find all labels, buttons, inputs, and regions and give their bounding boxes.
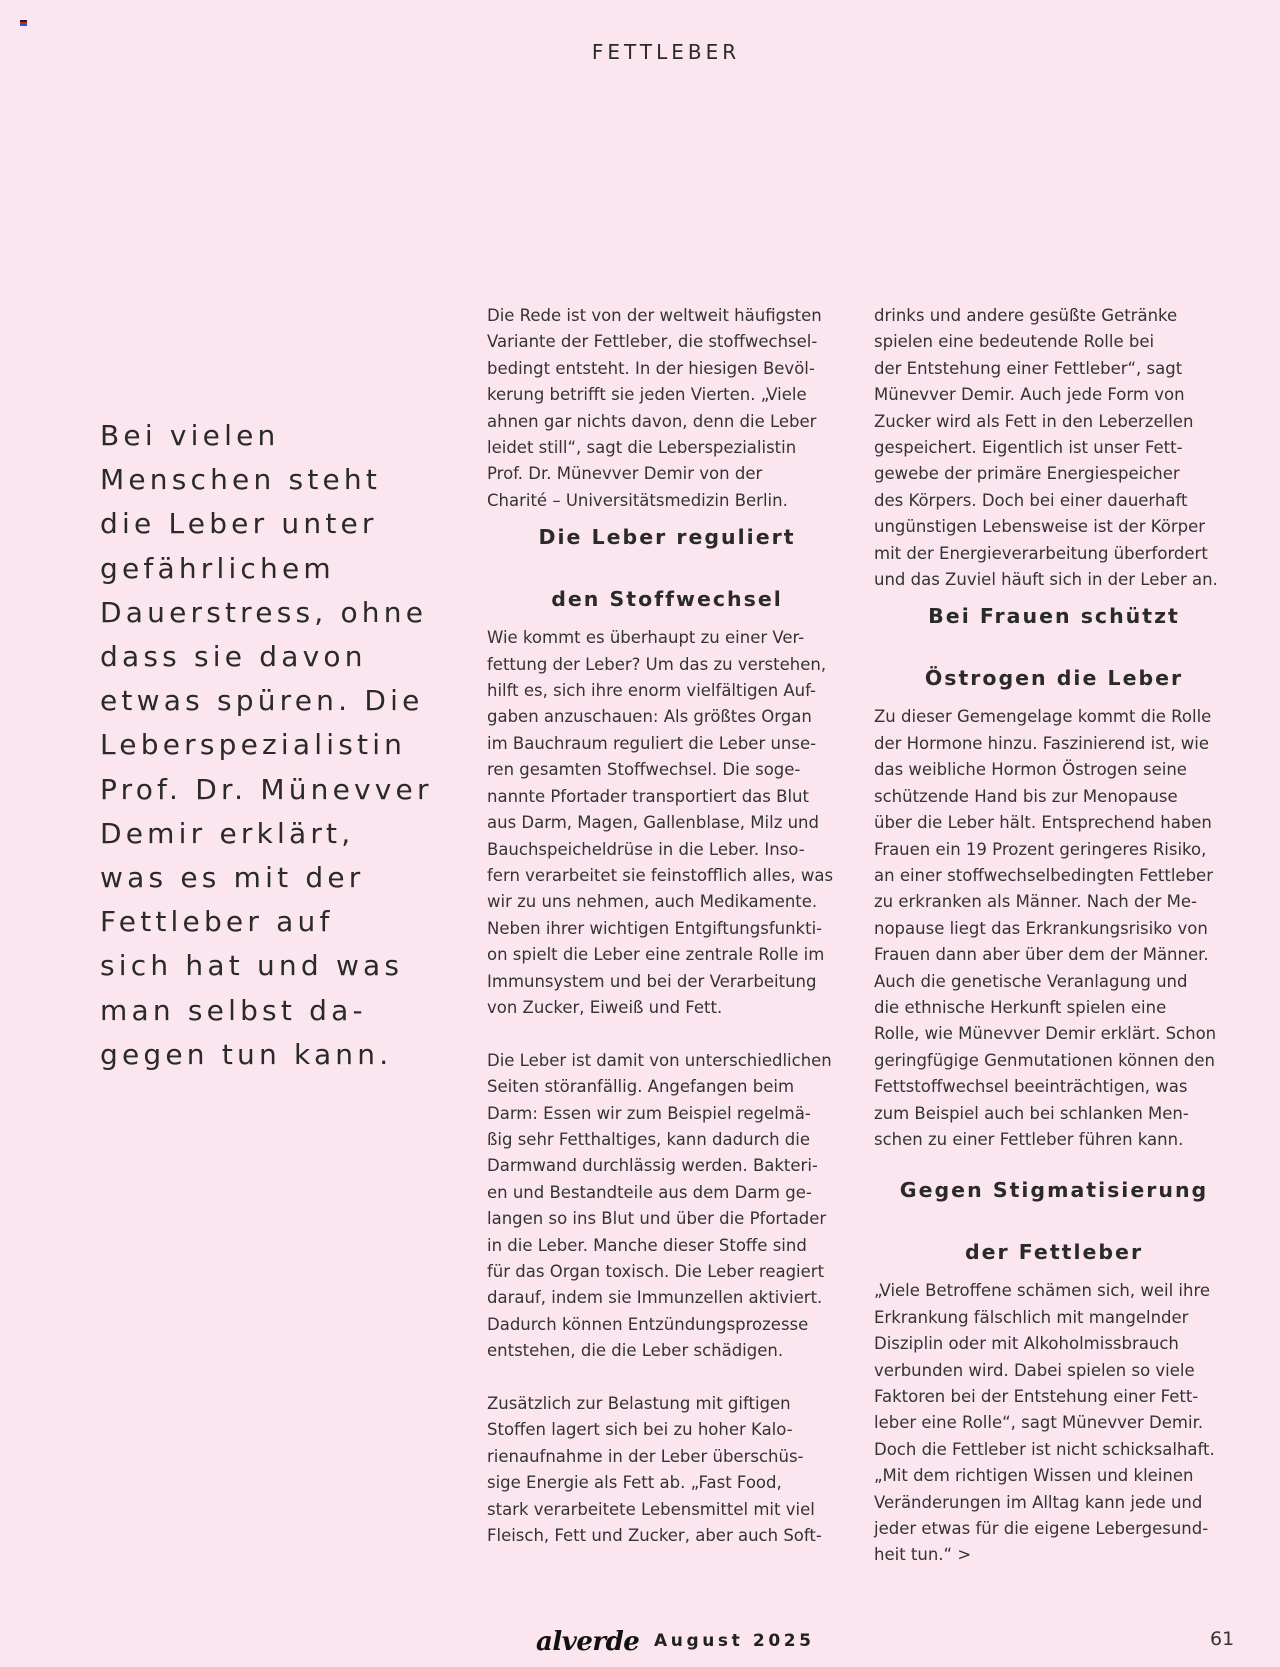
text-line: schen zu einer Fettleber führen kann. — [874, 1129, 1184, 1149]
text-line: Auch die genetische Veranlagung und — [874, 971, 1188, 991]
text-line: und das Zuviel häuft sich in der Leber an. — [874, 570, 1218, 590]
text-line: Die Leber ist damit von unterschiedlichen — [487, 1050, 832, 1070]
text-line: Rolle, wie Münevver Demir erklärt. Schon — [874, 1024, 1217, 1044]
text-line: aus Darm, Magen, Gallenblase, Milz und — [487, 813, 819, 833]
text-line: kerung betrifft sie jeden Vierten. „Viele — [487, 385, 807, 405]
subheading-line: den Stoffwechsel — [551, 587, 783, 612]
intro-line: Dauerstress, ohne — [100, 595, 428, 629]
intro-line: Menschen steht — [100, 463, 382, 497]
text-line: fern verarbeitet sie feinstofflich alles, was — [487, 865, 834, 885]
subheading-line: Östrogen die Leber — [924, 666, 1184, 691]
text-line: zu erkranken als Männer. Nach der Me- — [874, 892, 1197, 912]
text-line: fettung der Leber? Um das zu verstehen, — [487, 654, 827, 674]
paragraph — [874, 303, 1234, 593]
subheading — [874, 1153, 1234, 1278]
text-line: gaben anzuschauen: Als größtes Organ — [487, 707, 812, 727]
text-line: zum Beispiel auch bei schlanken Men- — [874, 1103, 1189, 1123]
text-line: an einer stoffwechselbedingten Fettleber — [874, 865, 1213, 885]
text-line: nopause liegt das Erkrankungsrisiko von — [874, 918, 1208, 938]
paragraph — [487, 1391, 847, 1549]
text-line: von Zucker, Eiweiß und Fett. — [487, 997, 723, 1017]
text-line: leidet still“, sagt die Leberspezialistin — [487, 438, 797, 458]
subheading-line: Bei Frauen schützt — [928, 604, 1180, 629]
text-line: Immunsystem und bei der Verarbeitung — [487, 971, 817, 991]
paragraph-gap — [487, 1021, 847, 1047]
text-line: nannte Pfortader transportiert das Blut — [487, 786, 809, 806]
text-line: über die Leber hält. Entsprechend haben — [874, 813, 1212, 833]
subheading-line: Gegen Stigmatisierung — [899, 1178, 1209, 1203]
text-line: Prof. Dr. Münevver Demir von der — [487, 464, 763, 484]
text-line: Variante der Fettleber, die stoffwechsel- — [487, 332, 818, 352]
text-line: geringfügige Genmutationen können den — [874, 1050, 1215, 1070]
subheading-line: der Fettleber — [964, 1240, 1144, 1265]
paragraph — [874, 704, 1234, 1153]
text-line: für das Organ toxisch. Die Leber reagiert — [487, 1261, 825, 1281]
text-line: Charité – Universitätsmedizin Berlin. — [487, 490, 788, 510]
text-line: wir zu uns nehmen, auch Medikamente. — [487, 892, 818, 912]
intro-line: was es mit der — [100, 861, 365, 895]
text-line: Veränderungen im Alltag kann jede und — [874, 1492, 1203, 1512]
intro-line: gefährlichem — [100, 551, 335, 585]
text-line: Münevver Demir. Auch jede Form von — [874, 385, 1185, 405]
text-line: Die Rede ist von der weltweit häufigsten — [487, 306, 822, 325]
paragraph — [874, 1278, 1234, 1568]
intro-line: Prof. Dr. Münevver — [100, 772, 433, 806]
text-line: Zusätzlich zur Belastung mit giftigen — [487, 1394, 791, 1413]
text-line: Wie kommt es überhaupt zu einer Ver- — [487, 628, 805, 648]
text-line: das weibliche Hormon Östrogen seine — [874, 760, 1187, 780]
magazine-logo: alverde — [536, 1627, 640, 1657]
text-line: Darm: Essen wir zum Beispiel regelmä- — [487, 1103, 811, 1123]
text-line: langen so ins Blut und über die Pfortader — [487, 1209, 827, 1229]
text-line: Stoffen lagert sich bei zu hoher Kalo- — [487, 1420, 793, 1440]
text-line: Frauen dann aber über dem der Männer. — [874, 945, 1209, 965]
text-line: drinks und andere gesüßte Getränke — [874, 306, 1178, 325]
text-line: hilft es, sich ihre enorm vielfältigen Auf- — [487, 681, 817, 701]
subheading — [874, 593, 1234, 704]
intro-line: Bei vielen — [100, 419, 280, 452]
text-line: on spielt die Leber eine zentrale Rolle im — [487, 945, 825, 965]
article-column-1 — [487, 303, 847, 1549]
text-line: darauf, indem sie Immunzellen aktiviert. — [487, 1288, 823, 1308]
text-line: Doch die Fettleber ist nicht schicksalhaft. — [874, 1439, 1215, 1459]
text-line: schützende Hand bis zur Menopause — [874, 786, 1178, 806]
paragraph — [487, 303, 847, 514]
article-column-2 — [874, 303, 1234, 1569]
intro-line: Fettleber auf — [100, 905, 334, 939]
text-line: rienaufnahme in der Leber überschüs- — [487, 1446, 804, 1466]
intro-teaser — [100, 414, 433, 1077]
text-line: Neben ihrer wichtigen Entgiftungsfunkti- — [487, 918, 823, 938]
text-line: stark verarbeitete Lebensmittel mit viel — [487, 1499, 815, 1519]
text-line: in die Leber. Manche dieser Stoffe sind — [487, 1235, 807, 1255]
text-line: gespeichert. Eigentlich ist unser Fett- — [874, 438, 1183, 458]
paragraph-gap — [487, 1365, 847, 1391]
page-number: 61 — [1210, 1628, 1235, 1650]
text-line: ahnen gar nichts davon, denn die Leber — [487, 411, 817, 431]
text-line: der Entstehung einer Fettleber“, sagt — [874, 358, 1183, 378]
text-line: ßig sehr Fetthaltiges, kann dadurch die — [487, 1129, 810, 1149]
text-line: spielen eine bedeutende Rolle bei — [874, 332, 1155, 352]
intro-line: Demir erklärt, — [100, 816, 355, 850]
paragraph — [487, 625, 847, 1021]
text-line: im Bauchraum reguliert die Leber unse- — [487, 733, 817, 753]
text-line: gewebe der primäre Energiespeicher — [874, 464, 1180, 484]
text-line: die ethnische Herkunft spielen eine — [874, 997, 1167, 1017]
text-line: Disziplin oder mit Alkoholmissbrauch — [874, 1334, 1179, 1354]
text-line: Dadurch können Entzündungsprozesse — [487, 1314, 809, 1334]
text-line: des Körpers. Doch bei einer dauerhaft — [874, 490, 1188, 510]
subheading — [487, 514, 847, 625]
intro-line: Leberspezialistin — [100, 728, 407, 762]
text-line: heit tun.“ > — [874, 1545, 972, 1565]
text-line: verbunden wird. Dabei spielen so viele — [874, 1360, 1195, 1380]
text-line: entstehen, die die Leber schädigen. — [487, 1341, 784, 1361]
text-line: en und Bestandteile aus dem Darm ge- — [487, 1182, 812, 1202]
text-line: Seiten störanfällig. Angefangen beim — [487, 1077, 795, 1097]
intro-line: die Leber unter — [100, 507, 378, 541]
text-line: sige Energie als Fett ab. „Fast Food, — [487, 1473, 782, 1493]
issue-date: August 2025 — [654, 1631, 815, 1651]
text-line: Bauchspeicheldrüse in die Leber. Inso- — [487, 839, 805, 859]
subheading-line: Die Leber reguliert — [538, 525, 796, 550]
text-line: der Hormone hinzu. Faszinierend ist, wie — [874, 733, 1210, 753]
text-line: Zucker wird als Fett in den Leberzellen — [874, 411, 1194, 431]
intro-line: etwas spüren. Die — [100, 684, 424, 718]
text-line: jeder etwas für die eigene Lebergesund- — [874, 1519, 1209, 1539]
text-line: bedingt entsteht. In der hiesigen Bevöl- — [487, 358, 815, 378]
text-line: Fettstoffwechsel beeinträchtigen, was — [874, 1077, 1188, 1097]
text-line: Zu dieser Gemengelage kommt die Rolle — [874, 707, 1212, 727]
text-line: leber eine Rolle“, sagt Münevver Demir. — [874, 1413, 1204, 1433]
text-line: Faktoren bei der Entstehung einer Fett- — [874, 1387, 1199, 1406]
intro-line: man selbst da- — [100, 993, 367, 1027]
flag-icon — [20, 20, 27, 26]
paragraph — [487, 1048, 847, 1365]
intro-line: sich hat und was — [100, 949, 404, 983]
text-line: ungünstigen Lebensweise ist der Körper — [874, 517, 1206, 537]
text-line: ren gesamten Stoffwechsel. Die soge- — [487, 760, 801, 780]
text-line: Frauen ein 19 Prozent geringeres Risiko, — [874, 839, 1207, 859]
text-line: Fleisch, Fett und Zucker, aber auch Soft- — [487, 1526, 822, 1546]
text-line: „Mit dem richtigen Wissen und kleinen — [874, 1466, 1194, 1486]
intro-line: dass sie davon — [100, 640, 367, 674]
text-line: „Viele Betroffene schämen sich, weil ihre — [874, 1281, 1211, 1301]
text-line: Erkrankung fälschlich mit mangelnder — [874, 1307, 1189, 1327]
intro-line: gegen tun kann. — [100, 1037, 393, 1071]
text-line: Darmwand durchlässig werden. Bakteri- — [487, 1156, 818, 1176]
text-line: mit der Energieverarbeitung überfordert — [874, 543, 1208, 563]
section-label: FETTLEBER — [591, 40, 741, 64]
